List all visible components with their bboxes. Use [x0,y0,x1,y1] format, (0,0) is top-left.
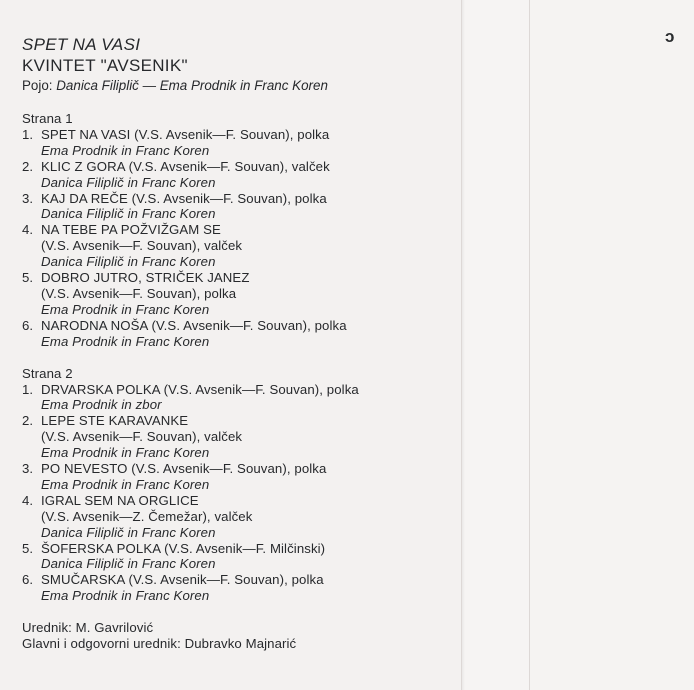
track-performers: Ema Prodnik in Franc Koren [41,476,210,492]
track-title [22,413,452,429]
track-item [22,191,452,223]
track-performers: Ema Prodnik in Franc Koren [41,588,210,604]
track-title [22,382,452,398]
track-title [22,222,452,238]
performers-names: Danica Filiplič — Ema Prodnik in Franc Koren [56,78,328,93]
track-title [22,191,452,207]
track-number: 3. [22,190,34,206]
track-number: 6. [22,317,34,333]
fold-line [529,0,530,690]
track-title-text: KAJ DA REČE (V.S. Avsenik—F. Souvan), polka [41,190,327,206]
track-item [22,127,452,159]
track-authors: (V.S. Avsenik—Z. Čemežar), valček [41,508,253,524]
album-title: SPET NA VASI [22,35,141,54]
editor-credit: Urednik: M. Gavrilović [22,620,154,636]
track-title-text: NARODNA NOŠA (V.S. Avsenik—F. Souvan), polka [41,317,347,333]
track-performers: Ema Prodnik in Franc Koren [41,301,210,317]
track-title-text: DRVARSKA POLKA (V.S. Avsenik—F. Souvan), polka [41,381,359,397]
track-title [22,572,452,588]
track-authors: (V.S. Avsenik—F. Souvan), valček [41,238,243,254]
chief-editor-credit: Glavni i odgovorni urednik: Dubravko Majnarić [22,636,297,652]
track-performers: Danica Filiplič in Franc Koren [41,206,216,222]
track-title-text: LEPE STE KARAVANKE [41,413,189,429]
track-title-text: DOBRO JUTRO, STRIČEK JANEZ [41,270,250,286]
track-title [22,159,452,175]
track-authors: (V.S. Avsenik—F. Souvan), polka [41,285,237,301]
track-performers: Danica Filiplič in Franc Koren [41,524,216,540]
track-title [22,541,452,557]
side-1-tracklist [22,127,452,350]
track-number: 4. [22,492,34,508]
track-authors: (V.S. Avsenik—F. Souvan), valček [41,429,243,445]
track-performers: Danica Filiplič in Franc Koren [41,254,216,270]
track-performers: Ema Prodnik in Franc Koren [41,445,210,461]
track-item [22,222,452,270]
inlay-back-flap [530,0,694,690]
side-1-title: Strana 1 [22,111,73,126]
performers-line [22,77,452,95]
track-title [22,493,452,509]
track-performers: Ema Prodnik in Franc Koren [41,142,210,158]
inlay-spine-panel [462,0,530,690]
performers-label: Pojo: [22,78,53,93]
side-2-tracklist [22,382,452,605]
track-item [22,461,452,493]
track-title-text: PO NEVESTO (V.S. Avsenik—F. Souvan), polka [41,461,327,477]
side-2-title: Strana 2 [22,365,73,381]
track-title-text: SPET NA VASI (V.S. Avsenik—F. Souvan), polka [41,126,330,142]
track-item [22,413,452,461]
track-number: 5. [22,540,34,556]
track-title-text: SMUČARSKA (V.S. Avsenik—F. Souvan), polka [41,572,324,588]
track-item [22,382,452,414]
track-title [22,318,452,334]
tracklist-document [22,35,452,652]
track-title-text: KLIC Z GORA (V.S. Avsenik—F. Souvan), valček [41,158,330,174]
track-number: 2. [22,413,34,429]
track-title-text: IGRAL SEM NA ORGLICE [41,492,199,508]
track-title [22,270,452,286]
track-number: 1. [22,126,34,142]
track-title [22,461,452,477]
track-title-text: ŠOFERSKA POLKA (V.S. Avsenik—F. Milčinski) [41,540,326,556]
track-item [22,318,452,350]
track-number: 3. [22,461,34,477]
track-item [22,541,452,573]
track-performers: Danica Filiplič in Franc Koren [41,174,216,190]
track-item [22,159,452,191]
spine-logo-mark: ɔ [665,27,675,46]
track-performers: Ema Prodnik in Franc Koren [41,333,210,349]
credits [22,620,452,652]
track-item [22,493,452,541]
track-title-text: NA TEBE PA POŽVIŽGAM SE [41,222,221,238]
track-item [22,572,452,604]
track-number: 6. [22,572,34,588]
track-performers: Ema Prodnik in zbor [41,397,162,413]
track-number: 4. [22,222,34,238]
track-item [22,270,452,318]
track-number: 2. [22,158,34,174]
track-performers: Danica Filiplič in Franc Koren [41,556,216,572]
track-number: 5. [22,270,34,286]
track-title [22,127,452,143]
band-name: KVINTET "AVSENIK" [22,56,188,75]
track-number: 1. [22,381,34,397]
fold-shadow [462,0,465,690]
